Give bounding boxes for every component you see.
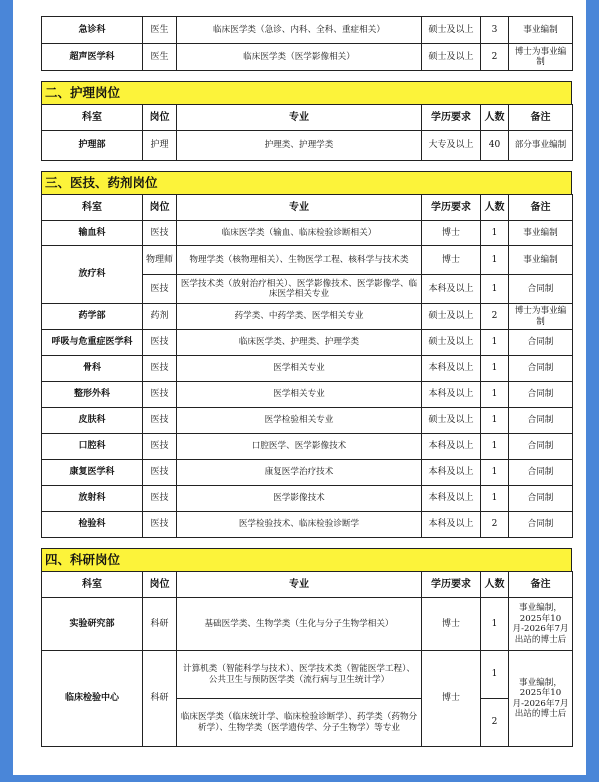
dept-cell: 骨科 xyxy=(42,356,143,382)
edu-cell: 硕士及以上 xyxy=(422,44,481,71)
header-major: 专业 xyxy=(177,195,422,221)
major-cell: 临床医学类、护理类、护理学类 xyxy=(177,330,422,356)
note-cell: 事业编制 xyxy=(509,246,573,275)
note-cell: 合同制 xyxy=(509,275,573,304)
count-cell: 2 xyxy=(481,699,509,747)
dept-cell: 皮肤科 xyxy=(42,408,143,434)
note-cell: 博士为事业编制 xyxy=(509,304,573,330)
section-nursing xyxy=(41,81,572,161)
section-title: 四、科研岗位 xyxy=(41,548,572,571)
count-cell: 1 xyxy=(481,598,509,651)
section-title: 二、护理岗位 xyxy=(41,81,572,104)
post-cell: 护理 xyxy=(143,131,177,161)
dept-cell: 实验研究部 xyxy=(42,598,143,651)
note-cell: 合同制 xyxy=(509,356,573,382)
note-cell: 合同制 xyxy=(509,486,573,512)
post-cell: 医生 xyxy=(143,17,177,44)
post-cell: 医技 xyxy=(143,434,177,460)
research-table xyxy=(41,571,573,747)
major-cell: 口腔医学、医学影像技术 xyxy=(177,434,422,460)
note-cell: 合同制 xyxy=(509,512,573,538)
recruitment-document xyxy=(41,16,572,747)
major-cell: 医学相关专业 xyxy=(177,356,422,382)
note-cell: 博士为事业编制 xyxy=(509,44,573,71)
section-title: 三、医技、药剂岗位 xyxy=(41,171,572,194)
header-post: 岗位 xyxy=(143,195,177,221)
table-row xyxy=(42,598,573,651)
table-row xyxy=(42,330,573,356)
count-cell: 40 xyxy=(481,131,509,161)
edu-cell: 本科及以上 xyxy=(422,486,481,512)
table-row xyxy=(42,221,573,246)
header-major: 专业 xyxy=(177,105,422,131)
post-cell: 物理师 xyxy=(143,246,177,275)
edu-cell: 本科及以上 xyxy=(422,512,481,538)
post-cell: 医技 xyxy=(143,460,177,486)
header-count: 人数 xyxy=(481,105,509,131)
header-note: 备注 xyxy=(509,195,573,221)
header-row xyxy=(42,195,573,221)
table-row xyxy=(42,486,573,512)
table-row xyxy=(42,304,573,330)
note-cell: 合同制 xyxy=(509,460,573,486)
major-cell: 物理学类（核物理相关）、生物医学工程、核科学与技术类 xyxy=(177,246,422,275)
table-row xyxy=(42,356,573,382)
post-cell: 医技 xyxy=(143,330,177,356)
dept-cell: 输血科 xyxy=(42,221,143,246)
section-medtech xyxy=(41,171,572,538)
header-count: 人数 xyxy=(481,572,509,598)
post-cell: 科研 xyxy=(143,598,177,651)
major-cell: 计算机类（智能科学与技术）、医学技术类（智能医学工程）、公共卫生与预防医学类（流行病与卫生统计学） xyxy=(177,651,422,699)
header-post: 岗位 xyxy=(143,572,177,598)
top-table xyxy=(41,16,573,71)
major-cell: 医学相关专业 xyxy=(177,382,422,408)
edu-cell: 博士 xyxy=(422,598,481,651)
count-cell: 1 xyxy=(481,486,509,512)
count-cell: 1 xyxy=(481,460,509,486)
header-edu: 学历要求 xyxy=(422,105,481,131)
dept-cell: 急诊科 xyxy=(42,17,143,44)
header-row xyxy=(42,105,573,131)
note-cell: 事业编制 xyxy=(509,17,573,44)
edu-cell: 博士 xyxy=(422,221,481,246)
table-row xyxy=(42,408,573,434)
header-note: 备注 xyxy=(509,572,573,598)
note-cell: 合同制 xyxy=(509,330,573,356)
major-cell: 医学检验技术、临床检验诊断学 xyxy=(177,512,422,538)
edu-cell: 大专及以上 xyxy=(422,131,481,161)
header-dept: 科室 xyxy=(42,105,143,131)
header-count: 人数 xyxy=(481,195,509,221)
header-post: 岗位 xyxy=(143,105,177,131)
post-cell: 医生 xyxy=(143,44,177,71)
major-cell: 康复医学治疗技术 xyxy=(177,460,422,486)
count-cell: 1 xyxy=(481,330,509,356)
count-cell: 1 xyxy=(481,382,509,408)
note-cell: 合同制 xyxy=(509,408,573,434)
table-row xyxy=(42,651,573,699)
post-cell: 科研 xyxy=(143,651,177,747)
count-cell: 1 xyxy=(481,221,509,246)
table-row xyxy=(42,131,573,161)
post-cell: 医技 xyxy=(143,275,177,304)
table-row xyxy=(42,246,573,275)
edu-cell: 硕士及以上 xyxy=(422,17,481,44)
count-cell: 1 xyxy=(481,356,509,382)
dept-cell: 检验科 xyxy=(42,512,143,538)
edu-cell: 本科及以上 xyxy=(422,275,481,304)
major-cell: 护理类、护理学类 xyxy=(177,131,422,161)
header-edu: 学历要求 xyxy=(422,572,481,598)
edu-cell: 本科及以上 xyxy=(422,356,481,382)
count-cell: 1 xyxy=(481,275,509,304)
major-cell: 临床医学类（急诊、内科、全科、重症相关） xyxy=(177,17,422,44)
nursing-table xyxy=(41,104,573,161)
table-row xyxy=(42,382,573,408)
header-dept: 科室 xyxy=(42,195,143,221)
table-row xyxy=(42,17,573,44)
count-cell: 2 xyxy=(481,44,509,71)
table-row xyxy=(42,512,573,538)
dept-cell: 康复医学科 xyxy=(42,460,143,486)
edu-cell: 硕士及以上 xyxy=(422,330,481,356)
major-cell: 药学类、中药学类、医学相关专业 xyxy=(177,304,422,330)
note-cell: 事业编制 xyxy=(509,221,573,246)
note-cell: 部分事业编制 xyxy=(509,131,573,161)
header-note: 备注 xyxy=(509,105,573,131)
major-cell: 医学影像技术 xyxy=(177,486,422,512)
edu-cell: 本科及以上 xyxy=(422,382,481,408)
note-cell: 合同制 xyxy=(509,434,573,460)
dept-cell: 呼吸与危重症医学科 xyxy=(42,330,143,356)
header-major: 专业 xyxy=(177,572,422,598)
edu-cell: 本科及以上 xyxy=(422,460,481,486)
edu-cell: 博士 xyxy=(422,246,481,275)
header-dept: 科室 xyxy=(42,572,143,598)
table-row xyxy=(42,460,573,486)
section-research xyxy=(41,548,572,747)
header-row xyxy=(42,572,573,598)
post-cell: 医技 xyxy=(143,382,177,408)
dept-cell: 放射科 xyxy=(42,486,143,512)
header-edu: 学历要求 xyxy=(422,195,481,221)
post-cell: 医技 xyxy=(143,486,177,512)
count-cell: 1 xyxy=(481,434,509,460)
dept-cell: 整形外科 xyxy=(42,382,143,408)
count-cell: 2 xyxy=(481,512,509,538)
count-cell: 1 xyxy=(481,408,509,434)
dept-cell: 护理部 xyxy=(42,131,143,161)
major-cell: 临床医学类（输血、临床检验诊断相关） xyxy=(177,221,422,246)
dept-cell: 放疗科 xyxy=(42,246,143,304)
dept-cell: 临床检验中心 xyxy=(42,651,143,747)
dept-cell: 口腔科 xyxy=(42,434,143,460)
table-row xyxy=(42,44,573,71)
major-cell: 医学技术类（放射治疗相关）、医学影像技术、医学影像学、临床医学相关专业 xyxy=(177,275,422,304)
post-cell: 医技 xyxy=(143,408,177,434)
edu-cell: 博士 xyxy=(422,651,481,747)
major-cell: 临床医学类（临床统计学、临床检验诊断学）、药学类（药物分析学）、生物学类（医学遗传学、分子生物学）等专业 xyxy=(177,699,422,747)
count-cell: 1 xyxy=(481,246,509,275)
dept-cell: 药学部 xyxy=(42,304,143,330)
count-cell: 3 xyxy=(481,17,509,44)
post-cell: 医技 xyxy=(143,221,177,246)
count-cell: 1 xyxy=(481,651,509,699)
note-cell: 事业编制，2025年10月-2026年7月出站的博士后 xyxy=(509,598,573,651)
major-cell: 临床医学类（医学影像相关） xyxy=(177,44,422,71)
post-cell: 医技 xyxy=(143,512,177,538)
post-cell: 医技 xyxy=(143,356,177,382)
table-row xyxy=(42,434,573,460)
note-cell: 事业编制，2025年10月-2026年7月出站的博士后 xyxy=(509,651,573,747)
count-cell: 2 xyxy=(481,304,509,330)
edu-cell: 硕士及以上 xyxy=(422,408,481,434)
note-cell: 合同制 xyxy=(509,382,573,408)
edu-cell: 本科及以上 xyxy=(422,434,481,460)
dept-cell: 超声医学科 xyxy=(42,44,143,71)
post-cell: 药剂 xyxy=(143,304,177,330)
edu-cell: 硕士及以上 xyxy=(422,304,481,330)
medtech-table xyxy=(41,194,573,538)
major-cell: 基础医学类、生物学类（生化与分子生物学相关） xyxy=(177,598,422,651)
major-cell: 医学检验相关专业 xyxy=(177,408,422,434)
